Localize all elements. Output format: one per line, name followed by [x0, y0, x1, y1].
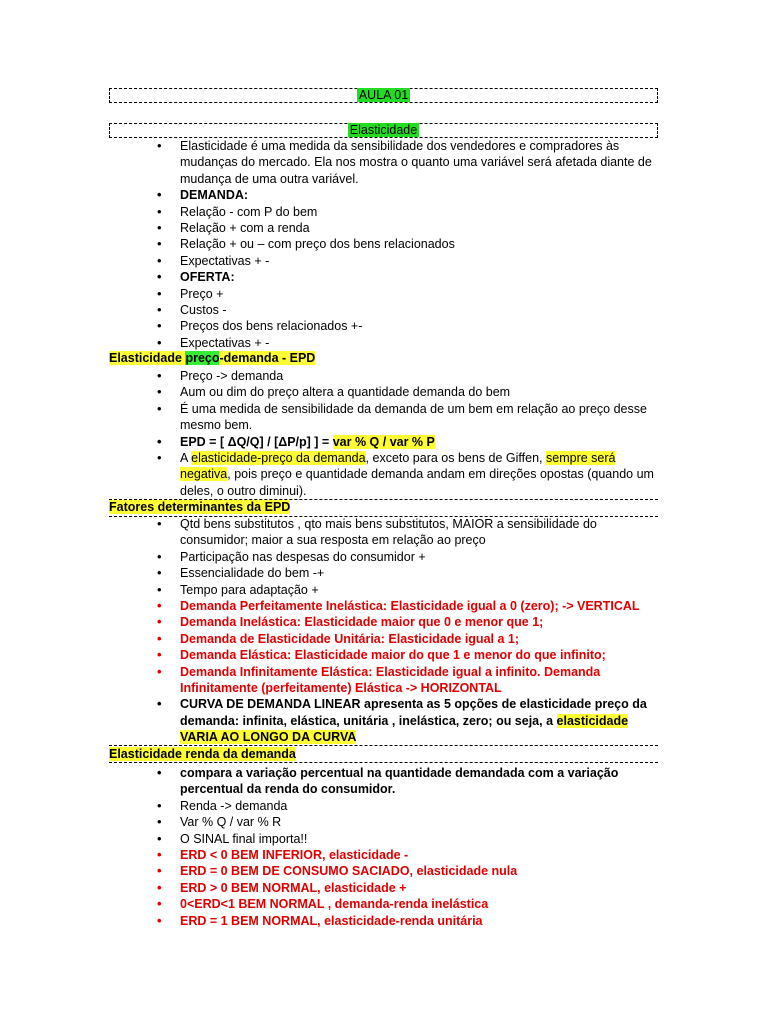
title-row: [110, 89, 657, 102]
list-item: • Demanda Infinitamente Elástica: Elasticidade igual a infinito. Demanda Infinitamente (perfeitamente) Elástica -> HORIZONTAL: [157, 664, 657, 697]
highlight-text: elasticidade-preço da demanda: [191, 451, 366, 466]
list-renda: [157, 765, 657, 929]
title-frame: [109, 88, 658, 103]
list-item: [157, 696, 657, 745]
text: A: [180, 451, 192, 466]
list-item: • ERD = 0 BEM DE CONSUMO SACIADO, elasticidade nula: [157, 863, 657, 879]
list-item: • Preços dos bens relacionados +-: [157, 318, 657, 334]
section-title-epd: [109, 350, 315, 366]
list-item: • Relação + com a renda: [157, 220, 657, 236]
list-item: • Preço +: [157, 286, 657, 302]
list-item: • É uma medida de sensibilidade da demanda de um bem em relação ao preço desse mesmo bem.: [157, 401, 657, 434]
section-title-row: [110, 124, 657, 137]
highlight-text: sempre será negativa: [180, 451, 616, 482]
list-item: • DEMANDA:: [157, 187, 657, 203]
list-item: • Relação - com P do bem: [157, 204, 657, 220]
list-fatores: [157, 516, 657, 746]
list-item: • Tempo para adaptação +: [157, 582, 657, 598]
epd-title-part: -demanda - EPD: [219, 351, 316, 365]
text: , pois preço e quantidade demanda andam em direções opostas (quando um deles, o outro diminui).: [180, 467, 654, 498]
list-item: • Expectativas + -: [157, 335, 657, 351]
highlight-text: elasticidade VARIA AO LONGO DA CURVA: [180, 713, 629, 745]
list-epd: [157, 368, 657, 499]
fatores-title: Fatores determinantes da EPD: [109, 500, 291, 514]
list-item: • Relação + ou – com preço dos bens relacionados: [157, 236, 657, 252]
section-title-renda: [109, 746, 296, 762]
epd-formula-highlight: var % Q / var % P: [332, 434, 435, 449]
list-item: • Expectativas + -: [157, 253, 657, 269]
list-item: • Var % Q / var % R: [157, 814, 657, 830]
section-frame-elasticidade: [109, 123, 658, 138]
page-title: AULA 01: [358, 88, 409, 102]
text: , exceto para os bens de Giffen,: [365, 451, 546, 466]
list-item: • Preço -> demanda: [157, 368, 657, 384]
list-item: • Demanda de Elasticidade Unitária: Elasticidade igual a 1;: [157, 631, 657, 647]
list-item: • Essencialidade do bem -+: [157, 565, 657, 581]
list-item: [157, 434, 657, 450]
list-item: • O SINAL final importa!!: [157, 831, 657, 847]
list-elasticidade: [157, 138, 657, 351]
list-item: • OFERTA:: [157, 269, 657, 285]
list-item: • compara a variação percentual na quantidade demandada com a variação percentual da renda do consumidor.: [157, 765, 657, 798]
list-item: • Custos -: [157, 302, 657, 318]
section-title-fatores: [109, 499, 290, 515]
list-item: • ERD > 0 BEM NORMAL, elasticidade +: [157, 880, 657, 896]
list-item: • Aum ou dim do preço altera a quantidade demanda do bem: [157, 384, 657, 400]
list-item: [157, 450, 657, 499]
list-item: • Qtd bens substitutos , qto mais bens substitutos, MAIOR a sensibilidade do consumidor; maior a sua resposta em relação ao preço: [157, 516, 657, 549]
text: apresenta as 5 opções de elasticidade preço da demanda: infinita, elástica, unitária , inelástica, zero; ou seja, a: [180, 697, 647, 728]
epd-title-part: preço: [185, 351, 220, 365]
list-item: • Renda -> demanda: [157, 798, 657, 814]
list-item: • Elasticidade é uma medida da sensibilidade dos vendedores e compradores às mudanças do mercado. Ela nos mostra o quanto uma variável será afetada diante de mudança de uma outra variável.: [157, 138, 657, 187]
list-item: • ERD < 0 BEM INFERIOR, elasticidade -: [157, 847, 657, 863]
epd-formula: EPD = [ ΔQ/Q] / [ΔP/p] ] =: [180, 434, 333, 449]
list-item: • Demanda Elástica: Elasticidade maior do que 1 e menor do que infinito;: [157, 647, 657, 663]
text: CURVA DE DEMANDA LINEAR: [180, 697, 361, 712]
list-item: • Demanda Perfeitamente Inelástica: Elasticidade igual a 0 (zero); -> VERTICAL: [157, 598, 657, 614]
list-item: • 0<ERD<1 BEM NORMAL , demanda-renda inelástica: [157, 896, 657, 912]
section-title-elasticidade: Elasticidade: [349, 123, 418, 137]
list-item: • Demanda Inelástica: Elasticidade maior que 0 e menor que 1;: [157, 614, 657, 630]
epd-title-part: Elasticidade: [109, 351, 186, 365]
divider: [109, 762, 658, 763]
list-item: • ERD = 1 BEM NORMAL, elasticidade-renda unitária: [157, 913, 657, 929]
renda-title: Elasticidade renda da demanda: [109, 747, 296, 761]
list-item: • Participação nas despesas do consumidor +: [157, 549, 657, 565]
